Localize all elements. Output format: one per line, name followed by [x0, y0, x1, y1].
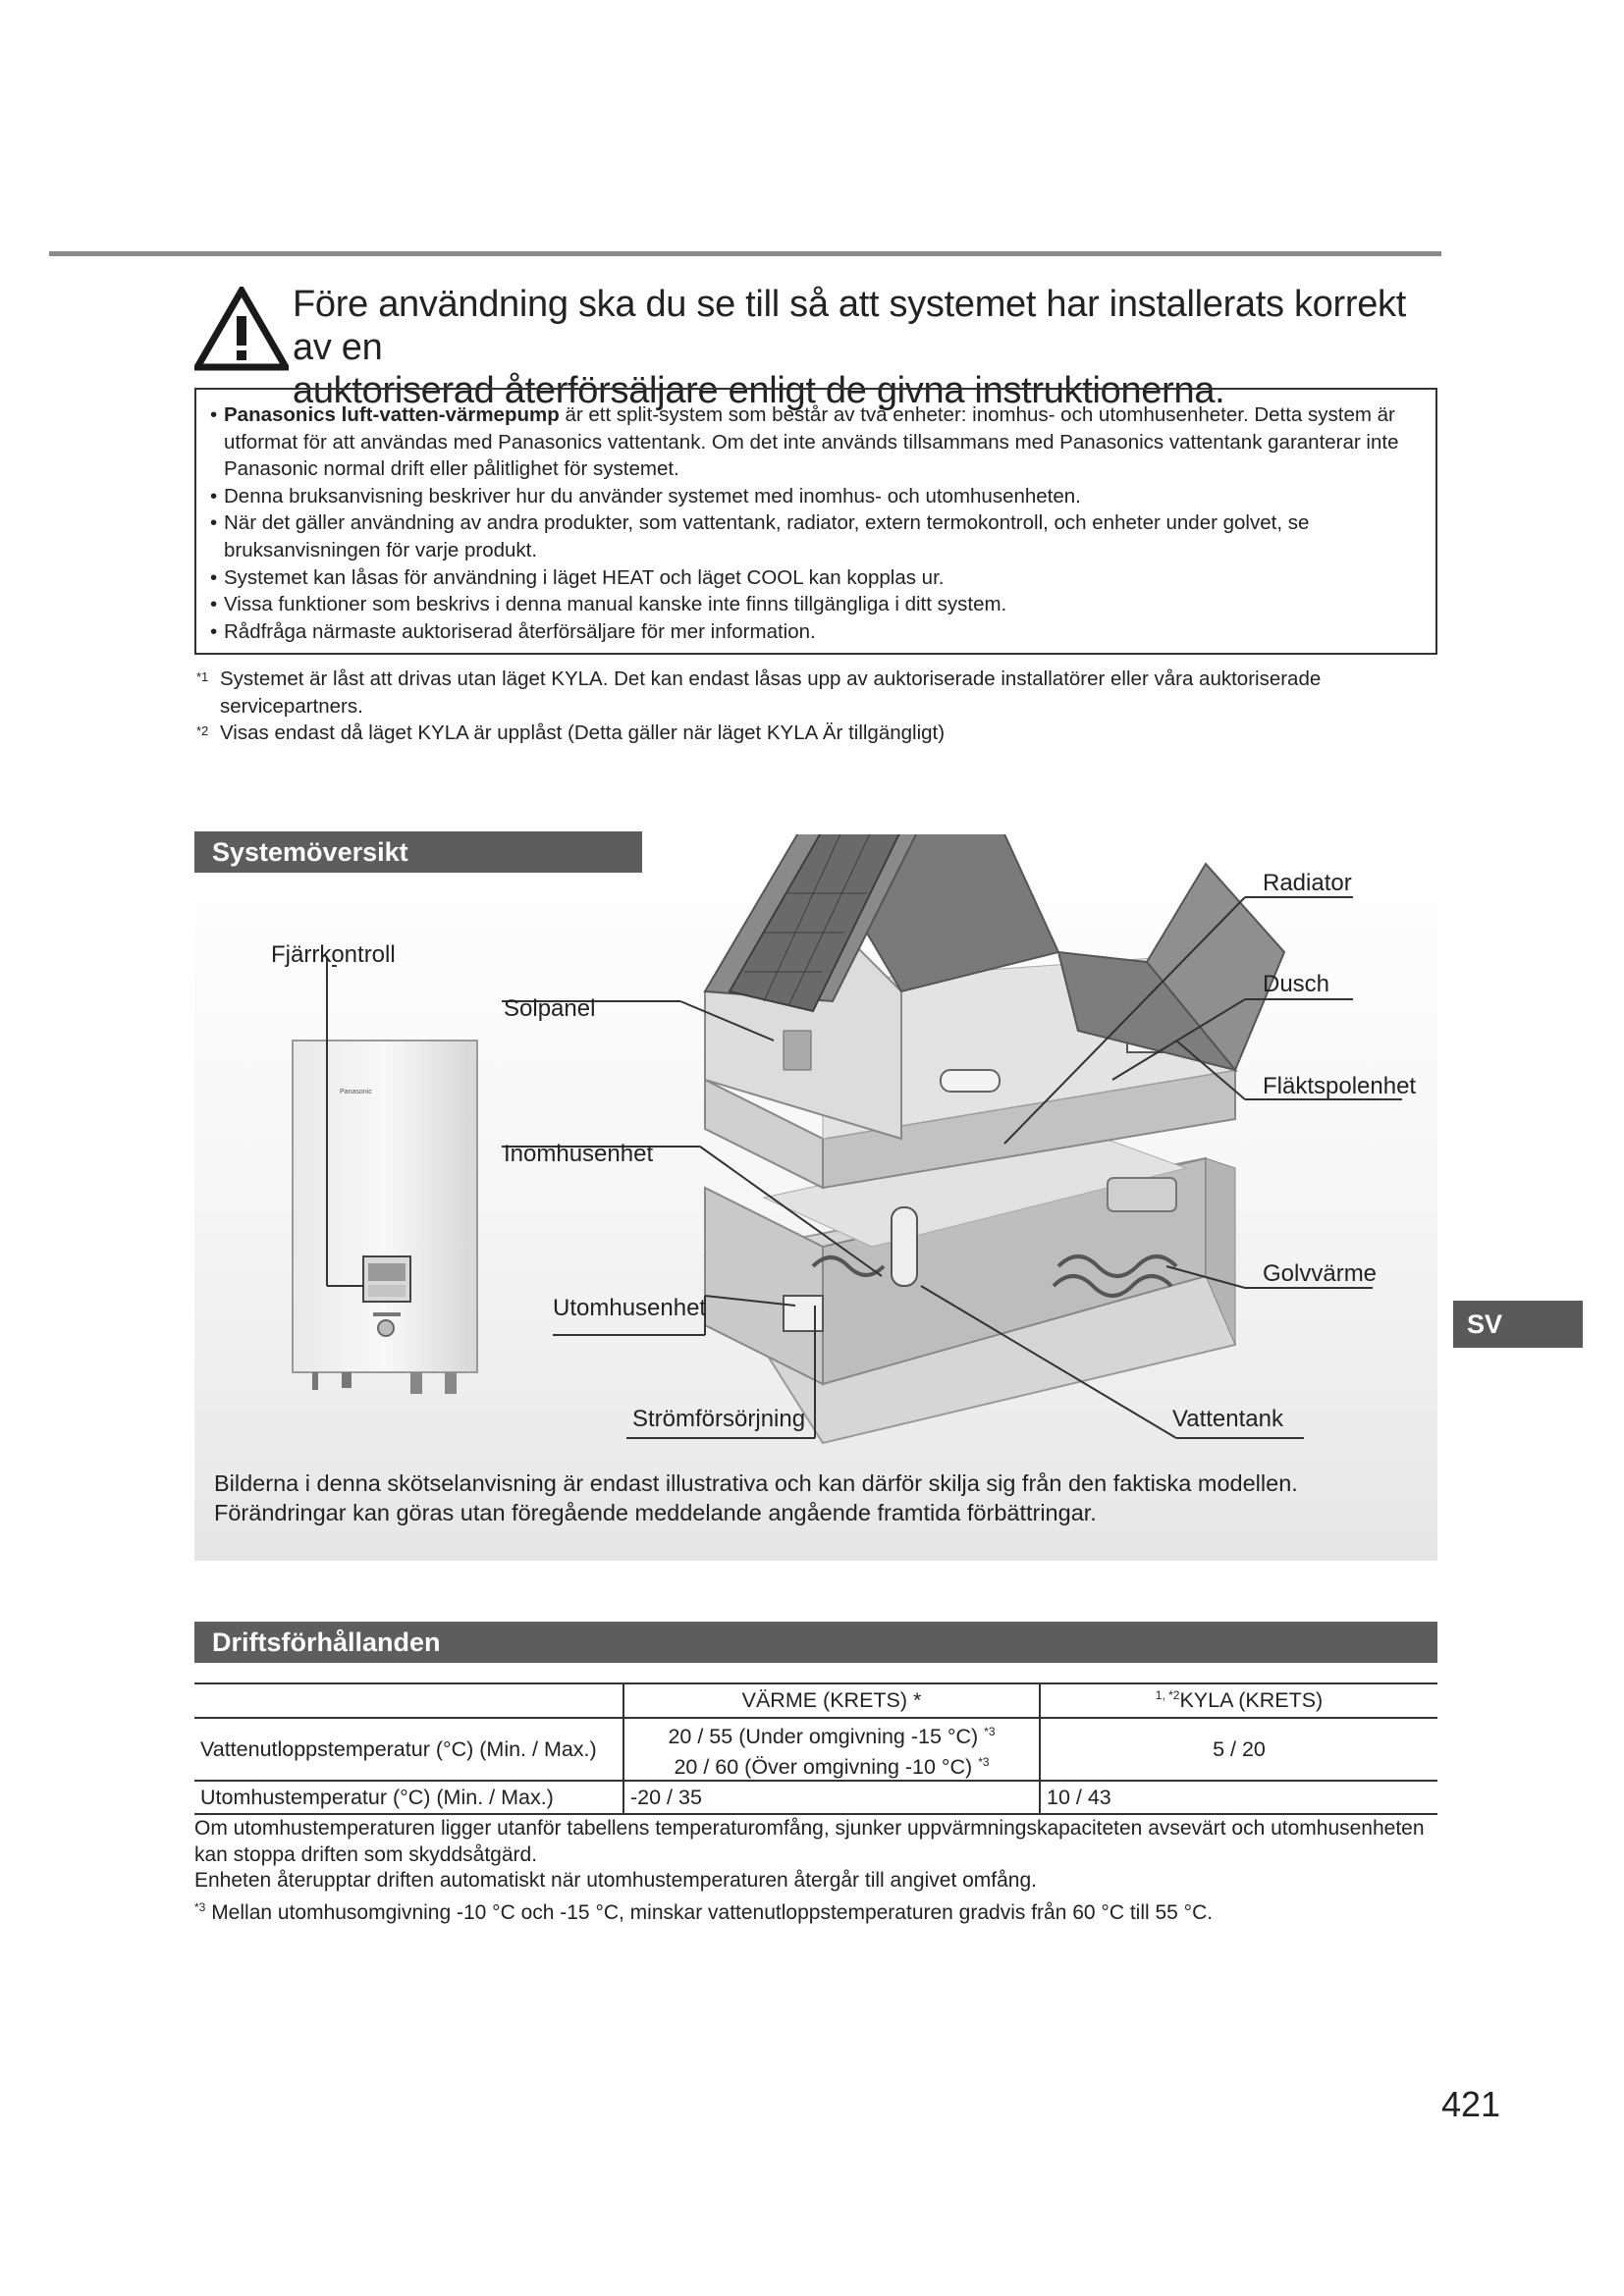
footnote-mark: *1 — [196, 669, 209, 684]
footnote-mark: *2 — [196, 723, 209, 738]
table-header-cool-mark: 1, *2 — [1155, 1687, 1180, 1702]
table-header-empty — [194, 1683, 623, 1718]
operating-conditions-table — [194, 1682, 1437, 1815]
language-tab-sv: SV — [1453, 1301, 1583, 1348]
label-indoor-unit: Inomhusenhet — [504, 1141, 654, 1167]
notice-item: • Vissa funktioner som beskrivs i denna manual kanske inte finns tillgängliga i ditt system. — [210, 591, 1418, 618]
illustration-caption — [214, 1468, 1422, 1527]
label-fan-coil: Fläktspolenhet — [1263, 1073, 1417, 1099]
product-name: Panasonics luft-vatten-värmepump — [224, 403, 560, 426]
heat-range-b: 20 / 60 (Över omgivning -10 °C) — [674, 1755, 973, 1780]
caption-line2: Förändringar kan göras utan föregående meddelande angående framtida förbättringar. — [214, 1500, 1097, 1525]
table-header-cool — [1040, 1683, 1437, 1718]
operating-notes — [194, 1816, 1437, 1926]
footnote-mark: *3 — [194, 1899, 206, 1914]
label-radiator: Radiator — [1263, 870, 1352, 896]
row-heat-outdoor-temp: -20 / 35 — [623, 1781, 1040, 1814]
system-overview-illustration — [194, 834, 1437, 1561]
operating-conditions-heading: Driftsförhållanden — [194, 1622, 1437, 1663]
row-label-water-outlet: Vattenutloppstemperatur (°C) (Min. / Max.) — [194, 1718, 623, 1781]
notice-item-text: är ett split-system som består av två enheter: inomhus- och utomhusenheter. Detta system är utformat för att användas med Panasonics vattentank. Om det inte används tillsammans med Panasonics vattentank garanterar inte Panasonic normal drift eller pålitlighet för systemet. — [224, 403, 1399, 481]
table-row — [194, 1781, 1437, 1814]
notice-item: • Systemet kan låsas för användning i läget HEAT och läget COOL kan kopplas ur. — [210, 564, 1418, 592]
footnotes — [196, 666, 1434, 747]
top-divider — [49, 251, 1441, 256]
notice-item: • När det gäller användning av andra produkter, som vattentank, radiator, extern termokontroll, och enheter under golvet, se bruksanvisningen för varje produkt. — [210, 509, 1418, 563]
warning-heading-line2: auktoriserad återförsäljare enligt de givna instruktionerna. — [293, 370, 1225, 411]
warning-triangle-icon — [194, 287, 289, 371]
note-1: Om utomhustemperaturen ligger utanför tabellens temperaturomfång, sjunker uppvärmningskapaciteten avsevärt och utomhusenheten kan stoppa driften som skyddsåtgärd. — [194, 1817, 1425, 1866]
label-remote-control: Fjärrkontroll — [271, 941, 396, 968]
footnote-2 — [196, 720, 1434, 747]
notice-box — [194, 388, 1437, 655]
footnote-ref: *3 — [978, 1755, 990, 1770]
footnote-text: Visas endast då läget KYLA är upplåst (Detta gäller när läget KYLA Är tillgängligt) — [220, 721, 946, 744]
notice-item: • Rådfråga närmaste auktoriserad återförsäljare för mer information. — [210, 618, 1418, 646]
label-outdoor-unit: Utomhusenhet — [553, 1295, 707, 1321]
label-power-supply: Strömförsörjning — [632, 1406, 806, 1432]
note-3-text: Mellan utomhusomgivning -10 °C och -15 °C, minskar vattenutloppstemperaturen gradvis från 60 °C till 55 °C. — [211, 1900, 1214, 1924]
note-2: Enheten återupptar driften automatiskt när utomhustemperaturen återgår till angivet omfång. — [194, 1869, 1037, 1892]
indoor-unit-image — [293, 1041, 477, 1394]
table-row — [194, 1718, 1437, 1781]
table-header-cool-text: KYLA (KRETS) — [1179, 1688, 1324, 1713]
system-overview-heading: Systemöversikt — [194, 831, 642, 873]
row-label-outdoor-temp: Utomhustemperatur (°C) (Min. / Max.) — [194, 1781, 623, 1814]
label-floor-heating: Golvvärme — [1263, 1260, 1378, 1287]
label-solar-panel: Solpanel — [504, 995, 596, 1022]
row-cool-outdoor-temp: 10 / 43 — [1040, 1781, 1437, 1814]
notice-item — [210, 401, 1418, 483]
page-number: 421 — [1441, 2084, 1501, 2124]
notice-item: • Denna bruksanvisning beskriver hur du använder systemet med inomhus- och utomhusenheten. — [210, 483, 1418, 510]
heat-range-a: 20 / 55 (Under omgivning -15 °C) — [668, 1725, 979, 1749]
footnote-ref: *3 — [984, 1725, 996, 1738]
row-cool-water-outlet: 5 / 20 — [1040, 1718, 1437, 1781]
label-shower: Dusch — [1263, 971, 1330, 997]
caption-line1: Bilderna i denna skötselanvisning är endast illustrativa och kan därför skilja sig från den faktiska modellen. — [214, 1470, 1298, 1496]
footnote-text: Systemet är låst att drivas utan läget KYLA. Det kan endast låsas upp av auktoriserade installatörer eller våra auktoriserade servicepartners. — [220, 667, 1322, 718]
table-header-heat: VÄRME (KRETS) * — [623, 1683, 1040, 1718]
brand-logo: Panasonic — [340, 1089, 372, 1095]
warning-heading-line1: Före användning ska du se till så att systemet har installerats korrekt av en — [293, 284, 1407, 368]
label-water-tank: Vattentank — [1172, 1406, 1283, 1432]
footnote-1 — [196, 666, 1434, 720]
row-heat-water-outlet — [623, 1718, 1040, 1781]
table-header-row — [194, 1683, 1437, 1718]
note-3 — [194, 1895, 1437, 1927]
